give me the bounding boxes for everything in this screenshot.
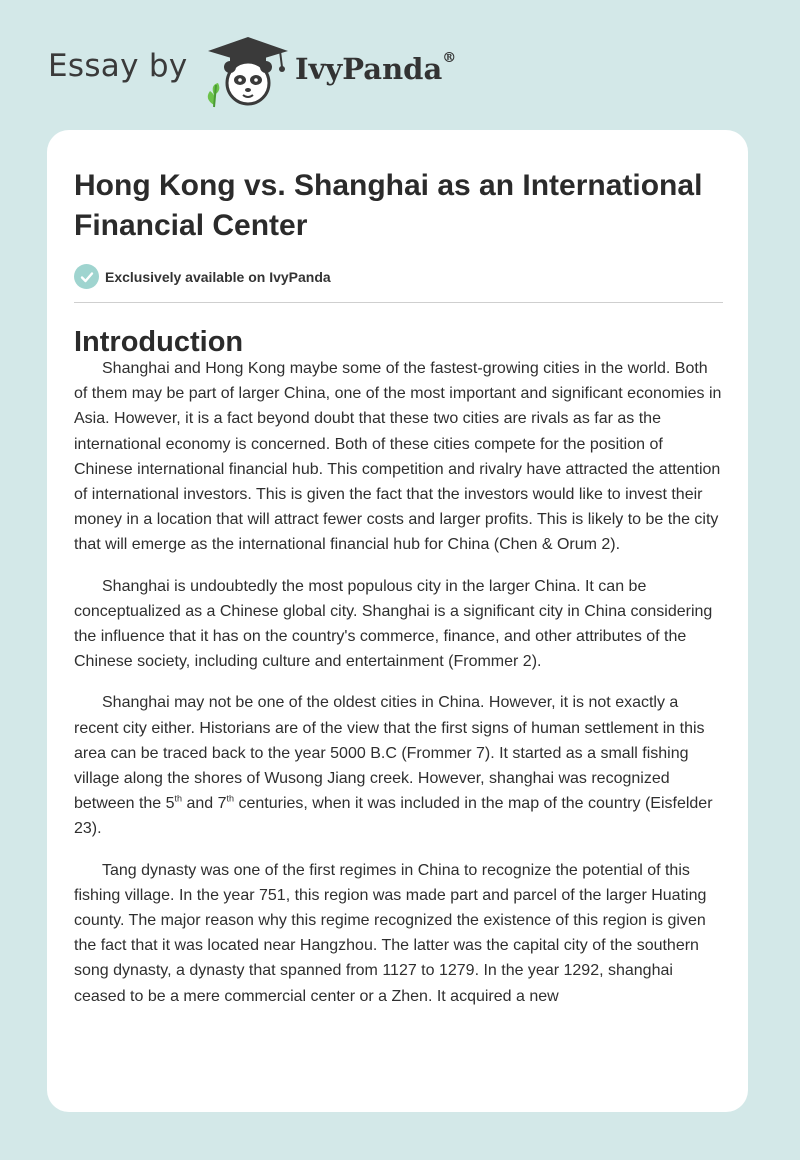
superscript: th — [174, 793, 183, 804]
paragraph: Tang dynasty was one of the first regimes in China to recognize the potential of this fishing village. In the year 751, this region was made part and parcel of the larger Huating county. The major reason why this regime recognized the existence of this region is given the fact that it was located near Hangzhou. The latter was the capital city of the southern song dynasty, a dynasty that spanned from 1127 to 1279. In the year 1292, shanghai ceased to be a mere commercial center or a Zhen. It acquired a new — [74, 861, 707, 1005]
section-heading-introduction: Introduction — [74, 326, 244, 358]
essay-by-label: Essay by — [48, 48, 188, 84]
superscript: th — [226, 793, 235, 804]
registered-mark: ® — [442, 50, 457, 67]
check-icon — [74, 264, 99, 289]
essay-card — [47, 130, 748, 1112]
brand-name: IvyPanda — [295, 52, 443, 86]
exclusive-badge-text: Exclusively available on IvyPanda — [105, 268, 331, 285]
paragraph-text: Shanghai may not be one of the oldest cities in China. However, it is not exactly a recent city either. Historians are of the view that the first signs of human settlement in this area can be traced back to the year 5000 B.C (Frommer 7). It started as a small fishing village along the shores of Wusong Jiang creek. However, shanghai was recognized between the 5 — [74, 694, 705, 813]
site-header — [0, 0, 800, 125]
paragraph-text: centuries, when it was included in the map of the country (Eisfelder 23). — [74, 795, 713, 838]
paragraph — [74, 690, 725, 841]
paragraph: Shanghai and Hong Kong maybe some of the fastest-growing cities in the world. Both of them may be part of larger China, one of the most important and significant economies in Asia. However, it is a fact beyond doubt that these two cities are rivals as far as the international economy is concerned. Both of these cities compete for the position of Chinese international financial hub. This competition and rivalry have attracted the attention of international investors. This is given the fact that the investors would like to invest their money in a location that will attract fewer costs and larger profits. This is likely to be the city that will emerge as the international financial hub for China (Chen & Orum 2). — [74, 360, 722, 554]
paragraph: Shanghai is undoubtedly the most populous city in the larger China. It can be conceptualized as a Chinese global city. Shanghai is a significant city in China considering the influence that it has on the country's commerce, finance, and other attributes of the Chinese society, including culture and entertainment (Frommer 2). — [74, 577, 713, 671]
essay-body — [74, 356, 725, 1025]
ivypanda-logo-text — [295, 52, 456, 86]
essay-title: Hong Kong vs. Shanghai as an International Financial Center — [74, 169, 703, 242]
divider — [74, 302, 723, 303]
exclusive-badge — [74, 264, 331, 289]
paragraph-text: and 7 — [182, 795, 227, 813]
panda-graduate-icon — [200, 33, 292, 109]
